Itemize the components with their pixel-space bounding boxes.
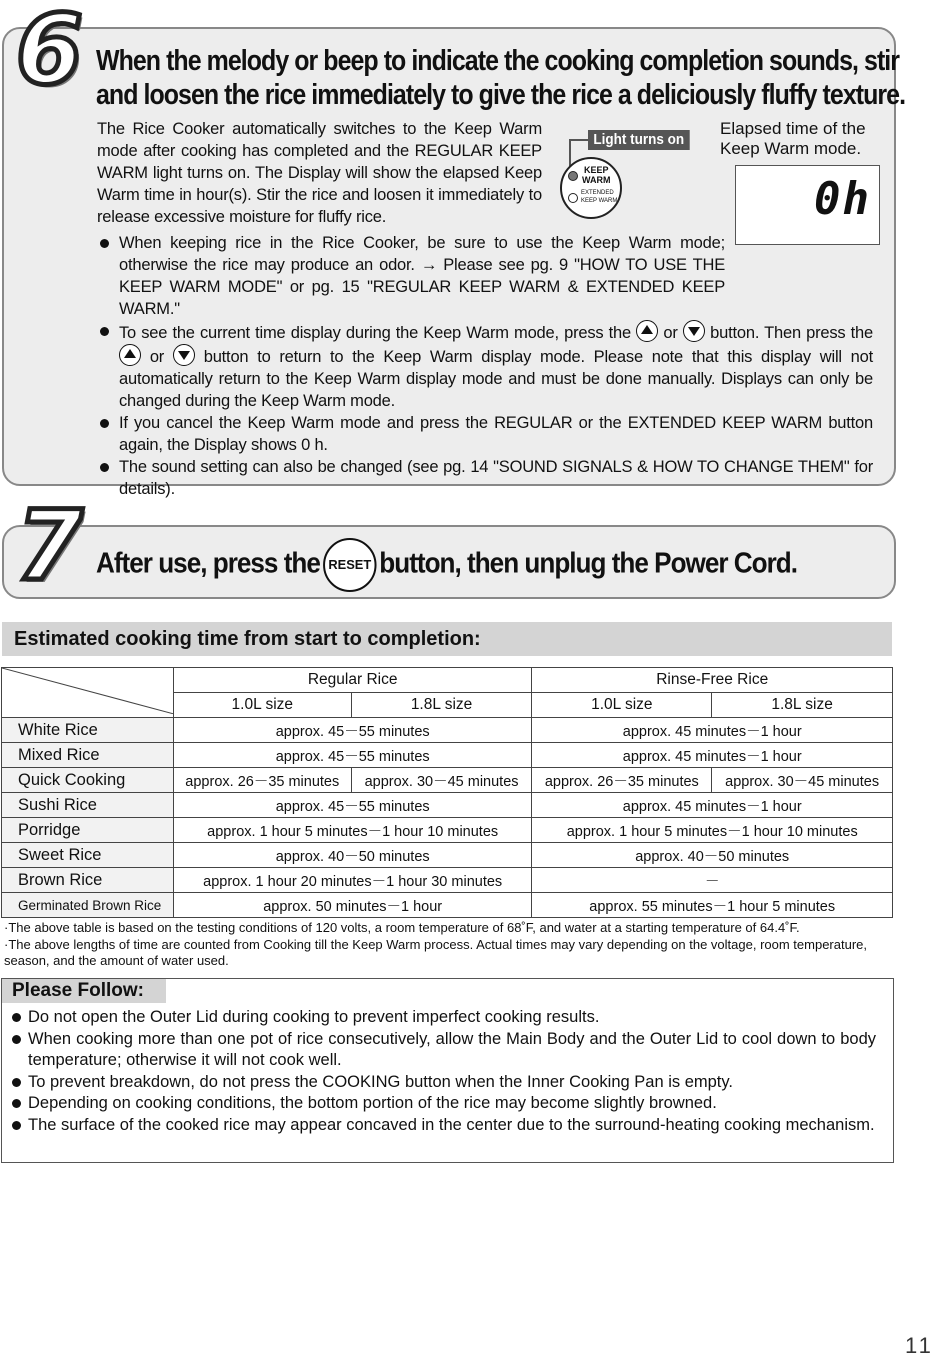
cell-regular: approx. 45－55 minutes	[173, 743, 532, 768]
step-6-intro: The Rice Cooker automatically switches to the Keep Warm mode after cooking has completed and the REGULAR KEEP WARM light turns on. The Display will show the elapsed Keep Warm time in hour(s). Stir the rice and loosen it immediately to release excessive moisture for fluffy rice.	[97, 120, 542, 226]
step-6-bullets	[97, 232, 873, 500]
follow-item: Do not open the Outer Lid during cooking to prevent imperfect cooking results.	[10, 1007, 876, 1029]
step-7-number: 7	[16, 490, 83, 602]
cell-rinse-free: approx. 45 minutes－1 hour	[532, 718, 893, 743]
please-follow-title: Please Follow:	[2, 979, 166, 1003]
keep-warm-lamp-icon	[568, 171, 578, 181]
indicator-warm: WARM	[582, 175, 611, 185]
cell-regular: approx. 50 minutes－1 hour	[173, 893, 532, 918]
bullet-time-display	[97, 320, 873, 412]
table-row	[2, 768, 893, 793]
bullet-2-text-c: button to return to the Keep Warm display mode. Please note that this display will not automatically return to the Keep Warm display mode and must be done manually. Displays can only be changed during the Keep Warm mode.	[119, 348, 874, 410]
cooking-time-table	[1, 667, 893, 918]
table-row	[2, 743, 893, 768]
cooking-time-title: Estimated cooking time from start to completion:	[2, 622, 892, 656]
follow-item: Depending on cooking conditions, the bottom portion of the rice may become slightly browned.	[10, 1093, 876, 1115]
cell-rinse-free: －	[532, 868, 893, 893]
cell-regular: approx. 45－55 minutes	[173, 793, 532, 818]
bullet-2-or-1: or	[663, 324, 678, 342]
step-6-heading-line2: and loosen the rice immediately to give the rice a deliciously fluffy texture.	[96, 79, 906, 111]
row-label: Germinated Brown Rice	[2, 893, 174, 918]
display-value: 0h	[814, 174, 871, 225]
diagonal-line	[2, 668, 174, 714]
light-turns-on-label: Light turns on	[588, 130, 690, 150]
down-arrow-button-icon	[173, 344, 195, 366]
step-6-heading-line1: When the melody or beep to indicate the cooking completion sounds, stir	[96, 45, 900, 77]
table-note-1: ·The above table is based on the testing conditions of 120 volts, a room temperature of 68˚F, and water at a starting temperature of 64.4˚F.	[4, 920, 800, 935]
cell-rinse-free: approx. 1 hour 5 minutes－1 hour 10 minutes	[532, 818, 893, 843]
row-label: Mixed Rice	[2, 743, 174, 768]
table-header-group-row	[2, 668, 893, 693]
header-rf-1-8l: 1.8L size	[712, 693, 893, 718]
down-arrow-button-icon	[683, 320, 705, 342]
row-label: Quick Cooking	[2, 768, 174, 793]
header-rinse-free-rice: Rinse-Free Rice	[532, 668, 893, 693]
follow-item: To prevent breakdown, do not press the COOKING button when the Inner Cooking Pan is empty.	[10, 1072, 876, 1094]
cell-rinse-free: approx. 45 minutes－1 hour	[532, 743, 893, 768]
step-7-heading-before: After use, press the	[96, 547, 320, 580]
bullet-3-text: If you cancel the Keep Warm mode and press the REGULAR or the EXTENDED KEEP WARM button again, the Display shows 0 h.	[119, 414, 873, 454]
bullet-sound-setting	[97, 456, 873, 500]
step-6-number: 6	[16, 0, 83, 106]
please-follow-list	[10, 1007, 876, 1136]
indicator-keep: KEEP	[584, 165, 609, 175]
bullet-2-or-2: or	[149, 348, 165, 366]
table-corner-cell	[2, 668, 174, 718]
cell-rinse-free: approx. 45 minutes－1 hour	[532, 793, 893, 818]
follow-item: When cooking more than one pot of rice consecutively, allow the Main Body and the Outer Lid to cool down to body temperature; otherwise it will not cook well.	[10, 1029, 876, 1072]
reset-button-icon	[323, 538, 376, 592]
bullet-2-text-a: To see the current time display during the Keep Warm mode, press the	[119, 324, 631, 342]
header-regular-rice: Regular Rice	[173, 668, 532, 693]
header-reg-1-0l: 1.0L size	[173, 693, 351, 718]
table-note-2: ·The above lengths of time are counted from Cooking till the Keep Warm process. Actual times may vary depending on the voltage, room temperature, season, and the amount of water used.	[4, 937, 868, 968]
cell-rinse-free-1-8l: approx. 30－45 minutes	[712, 768, 893, 793]
elapsed-time-label: Elapsed time of the Keep Warm mode.	[720, 119, 866, 158]
row-label: Sweet Rice	[2, 843, 174, 868]
cell-regular: approx. 1 hour 5 minutes－1 hour 10 minutes	[173, 818, 532, 843]
table-row	[2, 893, 893, 918]
keep-warm-indicator	[560, 157, 622, 219]
header-rf-1-0l: 1.0L size	[532, 693, 712, 718]
row-label: Brown Rice	[2, 868, 174, 893]
table-row	[2, 843, 893, 868]
cell-rinse-free-1-0l: approx. 26－35 minutes	[532, 768, 712, 793]
header-reg-1-8l: 1.8L size	[351, 693, 532, 718]
cell-rinse-free: approx. 55 minutes－1 hour 5 minutes	[532, 893, 893, 918]
step-7-heading-after: button, then unplug the Power Cord.	[379, 547, 797, 580]
row-label: Porridge	[2, 818, 174, 843]
table-row	[2, 818, 893, 843]
row-label: Sushi Rice	[2, 793, 174, 818]
table-row	[2, 718, 893, 743]
row-label: White Rice	[2, 718, 174, 743]
bullet-1-text: When keeping rice in the Rice Cooker, be sure to use the Keep Warm mode; otherwise the rice may produce an odor. → Please see pg. 9 "HOW TO USE THE KEEP WARM MODE" or pg. 15 "REGULAR KEEP WARM & EXTENDED KEEP WARM."	[119, 234, 725, 318]
bullet-2-text-b: button. Then press the	[710, 324, 874, 342]
indicator-extended: EXTENDED	[581, 190, 614, 196]
follow-item: The surface of the cooked rice may appear concaved in the center due to the surround-heating cooking mechanism.	[10, 1115, 876, 1137]
step-7-heading	[96, 538, 797, 592]
table-row	[2, 793, 893, 818]
cell-regular: approx. 1 hour 20 minutes－1 hour 30 minutes	[173, 868, 532, 893]
bullet-keep-warm-odor	[97, 232, 873, 320]
table-row	[2, 868, 893, 893]
cell-rinse-free: approx. 40－50 minutes	[532, 843, 893, 868]
bullet-4-text: The sound setting can also be changed (see pg. 14 "SOUND SIGNALS & HOW TO CHANGE THEM" for details).	[119, 458, 873, 498]
bullet-cancel-keep-warm	[97, 412, 873, 456]
up-arrow-button-icon	[636, 320, 658, 342]
indicator-extended-keep-warm: KEEP WARM	[581, 198, 618, 204]
cell-regular-1-8l: approx. 30－45 minutes	[351, 768, 532, 793]
cell-regular: approx. 45－55 minutes	[173, 718, 532, 743]
extended-lamp-icon	[568, 193, 578, 203]
cell-regular-1-0l: approx. 26－35 minutes	[173, 768, 351, 793]
reset-button-label: RESET	[328, 557, 372, 572]
cell-regular: approx. 40－50 minutes	[173, 843, 532, 868]
page-number: 11	[905, 1333, 934, 1358]
up-arrow-button-icon	[119, 344, 141, 366]
